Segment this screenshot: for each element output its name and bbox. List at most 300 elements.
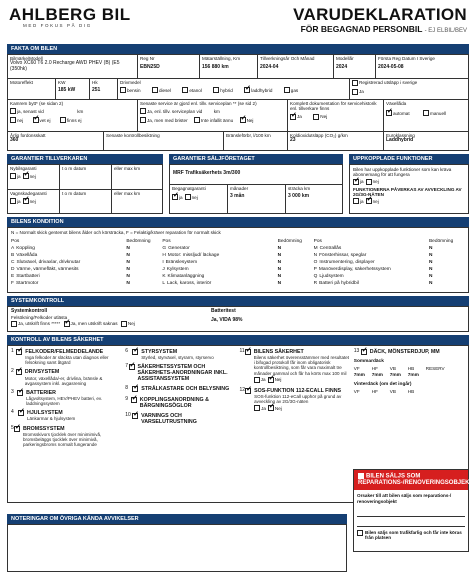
service-label: Senaste service är gjord enl. tillv. serviceplan ** (se sid 2) [140,101,257,106]
battery-test [208,307,246,331]
safety-item-checkbox[interactable] [132,413,138,419]
safety-bar: KONTROLL AV BILENS SÄKERHET [7,335,469,345]
connected-no-label: nej [372,178,379,184]
model-year-cell [334,55,376,78]
nybil-yes-checkbox[interactable] [10,173,16,179]
condition-item-c [11,259,126,266]
safety-item-number: 2 [11,368,14,375]
system-no-checkbox[interactable] [121,321,127,327]
tax-value: 360 [10,137,19,144]
condition-name: Startmotor [15,281,39,287]
safety-item-checkbox[interactable] [16,349,22,355]
repair-box [353,469,474,552]
fuel-options [120,87,347,94]
fuel-label-diesel: diesel [158,87,171,93]
safety-no-label: Nej [274,377,282,383]
safety-item-checkbox[interactable] [132,386,138,392]
fuel-consumption-label: Bränsleförbr, l/100 km [226,133,271,138]
safety-item-5 [11,426,122,448]
condition-col-3-values [429,238,465,287]
first-reg-cell [376,55,468,78]
vagn-km-cell [112,190,162,214]
safety-item-13 [354,349,465,355]
safety-item-number: 6 [125,348,129,354]
vagn-no-checkbox[interactable] [23,198,29,204]
safety-item-heading: FELKODER/FELMEDDELANDE [25,349,104,355]
gear-manual-checkbox[interactable] [423,110,429,116]
subtitle-suffix: - EJ ELBIL/BEV [424,27,467,34]
condition-pos: A [11,246,15,252]
vagn-label: Vagnskadegaranti [10,191,47,196]
fuel-checkbox-etanol[interactable] [182,87,188,93]
network-yes-checkbox[interactable] [353,198,359,204]
tire-cell: 7mm [407,372,419,378]
nybil-options [10,173,57,180]
beg-yes-label: ja [179,194,183,200]
guarantee-section [7,154,469,214]
condition-pos: K [162,274,166,280]
connected-options [353,179,465,186]
nybil-no-label: nej [29,173,36,179]
beg-cell [170,185,228,214]
kamrem-row-a [10,108,135,115]
vagn-yes-label: ja [17,198,21,204]
fuel-checkbox-diesel[interactable] [152,87,158,93]
winter-tire-headers [354,389,465,394]
gear-auto-label: automat [393,110,410,116]
safety-col-2 [125,349,239,451]
condition-pos: C [11,260,15,266]
system-no-label: Nej [127,321,135,327]
tire-cell: VF [353,365,360,371]
safety-item-2 [11,369,122,385]
safety-item-desc: Motor, växellåda/-er, drivlina, bränsle & avgassystem inkl. avgasrening [24,375,103,386]
nybil-km-cell [112,165,162,189]
condition-pos: F [11,281,14,287]
model-year-label: Modellår [336,56,354,61]
condition-item-i [162,259,277,266]
repair-reason: Orsaker till att bilen säljs som reparations-/ renoveringsobjekt [357,493,452,504]
condition-item-f [11,280,126,287]
service-notyet-checkbox[interactable] [194,117,200,123]
repair-head [354,470,474,490]
repair-dangerous [354,527,468,544]
condition-item-h [162,252,277,259]
vagn-yes-checkbox[interactable] [10,198,16,204]
network-desc: FUNKTIONERNA PÅVERKAS AV AVVECKLING AV 2G/3G-NÄTEN [353,186,462,197]
doc-label: Komplett dokumentation för servicehistorik enl. tillverkare finns [290,101,377,112]
fuel-checkbox-bensin[interactable] [120,87,126,93]
connected-bar: UPPKOPPLADE FUNKTIONER [349,154,469,164]
repair-line-1 [357,507,465,517]
safety-no-checkbox[interactable] [268,405,274,411]
condition-name: Motor: missljud/ läckage [167,253,220,259]
fakta-box [7,54,469,151]
logo-slogan: MED FOKUS PÅ DIG [23,22,92,28]
safety-item-7 [125,364,236,382]
months-label: månader [230,186,249,191]
condition-col-1 [11,238,165,287]
safety-item-yes-no [254,377,351,384]
condition-pos: N [313,253,318,259]
condition-value: N [126,267,130,273]
doc-yes-checkbox[interactable] [290,114,296,120]
kw-value: 185 kW [58,87,76,94]
safety-yes-label: Ja [261,405,266,411]
fakta-row-4 [8,132,468,150]
network-no-label: nej [372,198,379,204]
service-yes-checkbox[interactable] [140,108,146,114]
kamrem-yes-checkbox[interactable] [10,108,16,114]
safety-item-text [23,426,122,448]
safety-item-number: 1 [11,348,14,354]
fuel-label: Drivmedel [120,80,141,85]
condition-box [7,227,469,293]
manufacturer-guarantee-box [7,164,163,214]
safety-item-checkbox[interactable] [245,388,251,394]
gear-label: Växellåda [386,101,407,106]
safety-yes-checkbox[interactable] [254,377,260,383]
safety-yes-checkbox[interactable] [254,405,260,411]
kamrem-unit: km [77,108,84,114]
safety-item-text [141,413,236,425]
condition-pos: E [11,274,15,280]
safety-item-checkbox[interactable] [245,349,251,355]
doc-options [290,114,381,121]
condition-pos: D [11,267,15,273]
safety-item-checkbox[interactable] [131,397,137,403]
safety-no-checkbox[interactable] [268,377,274,383]
condition-value: N [277,260,282,266]
connected-no-checkbox[interactable] [366,179,372,185]
condition-pos: L [162,281,165,287]
fuel-label-gas: gas [290,87,299,93]
safety-item-heading: BILENS SÄKERHET [253,349,304,355]
safety-item-yes-no [254,405,351,412]
network-no-checkbox[interactable] [366,198,372,204]
manufactured-label: Tillverkningsår Och Månad [260,56,315,61]
emission-yes-label: Ja [359,89,364,95]
condition-name: Manöverdisplay, säkerhetssystem [318,267,391,273]
system-check-options [11,321,205,328]
service-yes-label: Ja, enl. tillv. serviceplan vid [147,108,203,114]
nybil-date-cell [60,165,112,189]
safety-item-11 [240,349,351,384]
hk-label: Hk [92,80,98,85]
model-year-value: 2024 [336,64,348,71]
condition-name: Instrumentering, displayer [319,260,375,266]
condition-value: N [277,246,282,252]
safety-item-checkbox[interactable] [132,349,138,355]
seller-km-cell [286,185,342,214]
system-noprintout-label: Ja, men utskrift saknas [70,321,118,327]
effect-cell [8,79,56,99]
connected-desc: Bilen har uppkopplade funktioner som kan kräva abonnemang för att fungera [353,167,452,178]
safety-item-heading: SÄKERHETSSYSTEM OCH SÄKERHETS-ANORDNINGAR INKL. ASSISTANSSYSTEM [137,364,228,383]
seller-product: MRF Trafiksäkerhets 3m/300 [173,170,241,176]
system-check [8,307,208,331]
condition-col-1-positions [11,238,126,287]
safety-item-3 [11,390,122,406]
service-no-label: Nej [246,117,254,123]
connected-box [349,164,469,214]
condition-item-j [162,266,277,273]
kamrem-unknown-checkbox[interactable] [33,117,39,123]
safety-item-number: 4 [11,409,14,416]
gear-cell [384,100,468,131]
nybil-no-checkbox[interactable] [23,173,29,179]
fuel-consumption-cell [224,132,288,150]
condition-name: Batteri på hybridbil [319,281,359,287]
emission-cell [350,79,468,99]
doc-no-checkbox[interactable] [313,114,319,120]
system-check-sub: Felsökning/Felkoder utlästa [11,314,68,320]
brand-label: Bilmärke/Modell [10,56,43,61]
service-unit: km [213,108,220,114]
vagn-date-label: t o m datum [62,191,87,196]
condition-value: N [428,267,433,273]
kamrem-cell [8,100,138,131]
fuel-checkbox-laddhybrid[interactable] [244,87,250,93]
logo [9,5,131,28]
safety-col-1 [11,349,125,451]
vagn-km-label: eller max km [114,191,141,196]
fuel-checkbox-hybrid[interactable] [213,87,219,93]
repair-dangerous-checkbox[interactable] [357,530,363,536]
co2-label: Koldioxidutsläpp (CO₂) g/km [290,133,348,138]
condition-value: N [126,274,130,280]
tire-cell: HB [407,388,415,394]
network-options [353,198,465,205]
condition-col-1-values [126,238,165,287]
tire-cell: HF [371,388,378,394]
service-no-checkbox[interactable] [240,117,246,123]
safety-item-number: 11 [239,348,245,354]
kamrem-none-checkbox[interactable] [60,117,66,123]
nybil-label: Nybilsgaranti [10,166,37,171]
bed-header: Bedömning [277,239,302,245]
hk-value: 251 [92,87,101,94]
euro-label: Euroklassning [386,133,415,138]
safety-item-checkbox[interactable] [18,410,24,416]
condition-name: Slutväxel, drivaxlar, drivknutar [16,260,81,266]
fuel-label-etanol: etanol [189,87,202,93]
condition-col-3-positions [314,238,429,287]
condition-item-e [11,273,126,280]
safety-item-desc: Inga felkoder är släckta utan diagnos eller felsökning samt åtgärd [25,355,109,366]
safety-item-desc: Styrled, styrväxel, styrarm, styrservo [141,355,214,361]
emission-yes [352,89,466,96]
service-row-a [140,108,285,115]
vagn-date-cell [60,190,112,214]
seller-product-row [170,165,342,185]
seller-guarantee-bar: GARANTIER SÄLJFÖRETAGET [169,154,343,164]
fuel-cell [118,79,350,99]
euro-cell [384,132,468,150]
beg-options [172,194,225,201]
condition-pos: B [11,253,15,259]
safety-item-text [25,349,122,365]
safety-item-text [254,388,351,413]
safety-item-heading: DRIVSYSTEM [24,369,60,376]
safety-item-checkbox[interactable] [361,349,367,355]
tire-cell: 7mm [353,372,365,378]
pos-header: Pos [11,239,20,245]
fuel-checkbox-gas[interactable] [284,87,290,93]
co2-value: 23 [290,137,296,144]
safety-item-text [26,390,122,406]
beg-label: Begagnatgaranti [172,186,206,191]
brand-cell [8,55,138,78]
emission-yes-checkbox[interactable] [352,89,358,95]
manufacturer-guarantee-bar: GARANTIER TILLVERKAREN [7,154,163,164]
first-reg-label: Första Reg Datum I Sverige [378,56,435,61]
bed-header: Bedömning [126,239,151,245]
subtitle-text: FÖR BEGAGNAD PERSONBIL [300,23,423,34]
safety-item-9 [125,397,236,409]
safety-item-number: 13 [353,348,360,354]
condition-item-k [162,273,277,280]
condition-name: Koppling [16,246,35,252]
battery-test-value: Ja, VIDA 98% [211,316,243,323]
hk-cell [90,79,118,99]
safety-item-1 [11,349,122,365]
condition-value: N [126,260,130,266]
nybil-row [8,165,162,190]
tire-cell: HF [371,365,378,371]
notes-box[interactable] [7,524,347,572]
emission-label: Registrerad utsläpp i sverige [359,80,418,86]
safety-item-4 [11,410,122,421]
beg-no-label: nej [191,194,198,200]
condition-name: Klimatanläggning [167,274,205,280]
safety-item-checkbox[interactable] [14,426,20,432]
vagn-no-label: nej [29,198,36,204]
tire-cell: 7mm [389,372,401,378]
safety-item-heading: STRÅLKASTARE OCH BELYSNING [141,386,230,393]
tax-label: Årlig fordonsskatt [10,133,46,138]
safety-item-checkbox[interactable] [129,364,135,370]
safety-item-checkbox[interactable] [17,390,23,396]
repair-dangerous-text: Bilen säljs som trafikfarlig och får inte köras från platsen [365,529,462,541]
safety-item-number: 12 [239,386,246,393]
condition-name: Växellåda [16,253,38,259]
condition-value: N [277,281,282,287]
safety-item-desc: Bromsskivors tjocklek över minimimivå, bromsbeläggs tjocklek över minimivå, parkeringsbroms normalt fungerande [23,431,102,447]
condition-value: N [277,267,282,273]
first-reg-value: 2024-05-08 [378,64,404,71]
repair-line-2 [357,517,465,527]
safety-item-6 [125,349,236,360]
condition-item-r [314,280,429,287]
notes-bar: NOTERINGAR OM ÖVRIGA KÄNDA AVVIKELSER [7,514,347,524]
connected-yes-label: ja [360,178,364,184]
safety-item-8 [125,386,236,392]
beg-no-checkbox[interactable] [185,194,191,200]
safety-item-10 [125,413,236,425]
kamrem-no-checkbox[interactable] [10,117,16,123]
condition-name: Ljudsystem [319,274,344,280]
safety-item-heading: DÄCK, MÖNSTERDJUP, MM [369,349,440,355]
condition-item-b [11,252,126,259]
pos-header: Pos [313,239,322,245]
connected-functions [349,154,469,214]
system-printout-checkbox[interactable] [11,321,17,327]
bed-header: Bedömning [428,239,454,245]
tire-cell: HB [407,365,415,371]
kamrem-none-label: finns ej [66,117,82,123]
condition-pos: J [162,267,165,273]
tire-cell: VF [353,388,360,394]
fuel-label-bensin: bensin [127,87,141,93]
gear-auto-checkbox[interactable] [386,110,392,116]
safety-item-text [141,386,229,392]
condition-value: N [277,253,282,259]
connected-yes-checkbox[interactable] [353,179,359,185]
kamrem-yes-label: ja, senast vid [17,108,44,114]
kw-cell [56,79,90,99]
header [7,4,469,44]
seller-km-value: 3 000 km [288,193,310,200]
condition-item-l [162,280,277,287]
logo-name: AHLBERG BIL [9,5,131,24]
doc-cell [288,100,384,131]
emission-checkbox[interactable] [352,80,358,86]
condition-name: Bränslesystem [165,260,198,266]
summer-tire-headers [354,366,465,371]
service-faults-checkbox[interactable] [140,117,146,123]
safety-item-heading: VARNINGS OCH VARSELUTRUSTNING [141,412,197,425]
mileage-label: Mätarställning, Km [202,56,241,61]
brand-value: Volvo XC60 T6 2.0 Recharge AWD PHEV (B) (E5 (350hk) [10,60,120,73]
safety-item-text [138,364,237,382]
seller-beg-row [170,185,342,214]
condition-value: N [126,253,130,259]
condition-pos: H [162,253,166,259]
condition-item-q [314,273,429,280]
service-row-b [140,117,285,124]
safety-item-checkbox[interactable] [16,369,22,375]
condition-item-a [11,245,126,252]
condition-value: N [428,274,433,280]
effect-label: Motoreffekt [10,80,33,85]
safety-item-desc: SOS-funktion 112-eCall upphör på grund av avveckling av 2G/3G-näten [254,393,342,405]
seller-guarantee [169,154,343,214]
safety-grid [8,346,468,454]
fakta-row-2 [8,79,468,100]
beg-yes-checkbox[interactable] [172,194,178,200]
safety-item-number: 7 [125,363,129,370]
safety-item-desc: Bilens säkerhet överensstämmer med resultatet i bifogad protokoll får inom obligatorisk kontrollbesiktning, som får vara maximalt tre månader gammal och får ha körts max 100 mil [253,355,349,376]
repair-checkbox[interactable] [358,473,364,479]
condition-item-g [162,245,277,252]
system-noprintout-checkbox[interactable] [64,321,70,327]
safety-item-text [25,369,122,385]
page-subtitle [293,25,467,35]
safety-item-number: 8 [125,385,129,392]
summer-tires-label: Sommardäck [353,359,384,365]
safety-item-heading: SOS-FUNKTION 112-ECALL FINNS [254,387,342,394]
safety-item-heading: BROMSSYSTEM [23,425,65,432]
condition-col-2-values [278,238,314,287]
months-value: 3 mån [230,193,245,200]
network-yes-label: ja [360,198,364,204]
system-bar: SYSTEMKONTROLL [7,296,469,306]
safety-item-number: 5 [11,424,14,431]
condition-item-o [314,259,429,266]
co2-cell [288,132,384,150]
system-box [7,306,469,332]
